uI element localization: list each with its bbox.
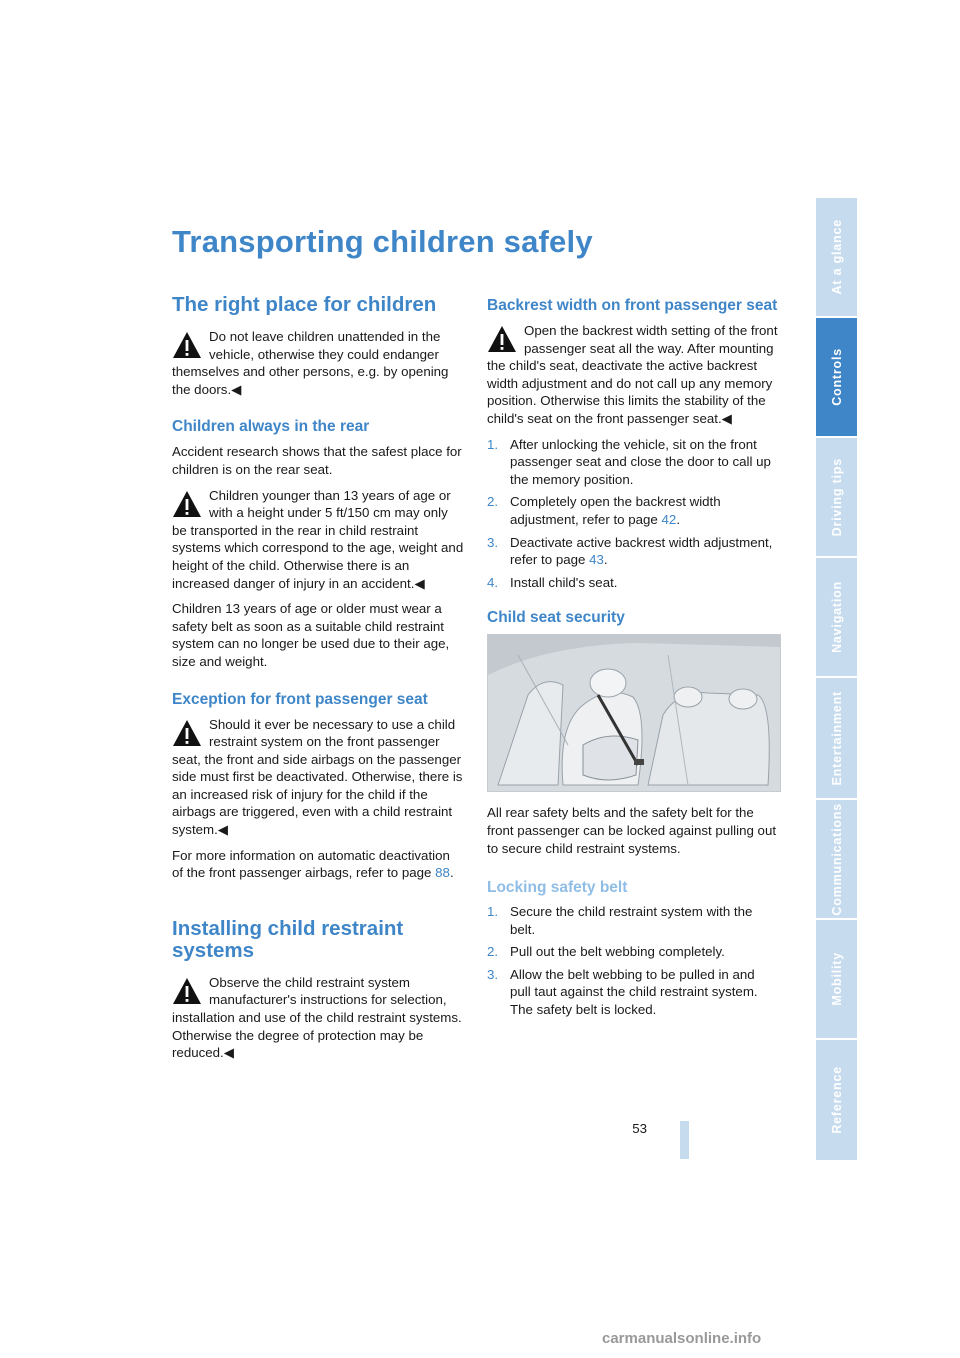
page-number: 53 bbox=[632, 1121, 647, 1136]
subheading-children-rear: Children always in the rear bbox=[172, 418, 370, 436]
warning-triangle-icon bbox=[172, 490, 202, 518]
warning-text: Should it ever be necessary to use a child restraint system on the front passenger seat, the front and side airbags on the passenger side must first be deactivated. Otherwise, there is an increased risk of injury for the child if the airbags are triggered, even with a child restraint system.◀ bbox=[172, 716, 463, 838]
warning-triangle-icon bbox=[172, 719, 202, 747]
warning-manufacturer bbox=[172, 974, 464, 1062]
chapter-tabs bbox=[816, 198, 857, 1160]
list-item: 1. After unlocking the vehicle, sit on the front passenger seat and close the door to call up the memory position. bbox=[487, 436, 771, 487]
warning-text: Open the backrest width setting of the front passenger seat all the way. After mounting the child's seat, deactivate the active backrest width adjustment and do not call up any memory position. Otherwise this limits the stability of the child's seat on the front passenger seat.◀ bbox=[487, 323, 778, 426]
warning-triangle-icon bbox=[172, 331, 202, 359]
warning-triangle-icon bbox=[172, 977, 202, 1005]
tab-reference[interactable]: Reference bbox=[829, 1066, 844, 1134]
steps-locking bbox=[487, 903, 779, 1019]
paragraph: Accident research shows that the safest place for children is on the rear seat. bbox=[172, 444, 462, 477]
warning-backrest bbox=[487, 322, 779, 428]
page-number-bar bbox=[680, 1121, 689, 1159]
footer-watermark: carmanualsonline.info bbox=[602, 1330, 762, 1347]
subheading-locking-belt: Locking safety belt bbox=[487, 879, 628, 897]
left-column bbox=[172, 294, 464, 1070]
steps-backrest bbox=[487, 436, 779, 592]
warning-triangle-icon bbox=[487, 325, 517, 353]
section-title-right-place: The right place for children bbox=[172, 293, 437, 316]
right-column bbox=[487, 294, 779, 1027]
list-item: 3. Deactivate active backrest width adjustment, refer to page 43. bbox=[487, 534, 773, 568]
paragraph: Children 13 years of age or older must wear a safety belt as soon as a suitable child restraint system can no longer be used due to their age, size and weight. bbox=[172, 601, 450, 669]
page-link-88[interactable]: 88 bbox=[435, 865, 450, 881]
tab-at-a-glance[interactable]: At a glance bbox=[829, 219, 844, 295]
paragraph-airbag-deactivation: For more information on automatic deactivation of the front passenger airbags, refer to page 88. bbox=[172, 847, 454, 881]
warning-text: Do not leave children unattended in the vehicle, otherwise they could endanger themselves and other persons, e.g. by opening the doors.◀ bbox=[172, 329, 449, 397]
list-item: 4. Install child's seat. bbox=[487, 574, 618, 590]
warning-unattended bbox=[172, 328, 464, 398]
warning-text: Children younger than 13 years of age or with a height under 5 ft/150 cm may only be transported in the rear in child restraint systems which correspond to the age, weight and height of the child. Otherwise there is an increased danger of injury in an accident.◀ bbox=[172, 487, 464, 591]
page-title: Transporting children safely bbox=[172, 224, 593, 259]
paragraph: All rear safety belts and the safety belt for the front passenger can be locked against pulling out to secure child restraint systems. bbox=[487, 805, 777, 856]
section-title-installing: Installing child restraint systems bbox=[172, 916, 404, 962]
tab-mobility[interactable]: Mobility bbox=[829, 952, 844, 1006]
subheading-exception-front: Exception for front passenger seat bbox=[172, 690, 428, 708]
tab-entertainment[interactable]: Entertainment bbox=[829, 690, 844, 786]
car-interior-drawing bbox=[488, 635, 780, 791]
list-item: 3. Allow the belt webbing to be pulled in and pull taut against the child restraint system. The safety belt is locked. bbox=[487, 966, 758, 1018]
subheading-backrest-width: Backrest width on front passenger seat bbox=[487, 297, 778, 314]
tab-controls[interactable]: Controls bbox=[816, 318, 857, 436]
page-link-43[interactable]: 43 bbox=[589, 552, 604, 568]
subheading-child-seat-security: Child seat security bbox=[487, 609, 625, 627]
warning-text: Observe the child restraint system manufacturer's instructions for selection, installation and use of the child restraint systems. Otherwise the degree of protection may be reduced.◀ bbox=[172, 974, 462, 1061]
list-item: 2. Pull out the belt webbing completely. bbox=[487, 944, 725, 960]
child-seat-illustration bbox=[487, 634, 781, 792]
list-item: 1. Secure the child restraint system with the belt. bbox=[487, 904, 753, 937]
tab-driving-tips[interactable]: Driving tips bbox=[829, 457, 844, 537]
tab-navigation[interactable]: Navigation bbox=[829, 581, 844, 653]
warning-front-passenger bbox=[172, 716, 464, 839]
warning-age-height bbox=[172, 487, 464, 593]
page-link-42[interactable]: 42 bbox=[661, 511, 677, 527]
tab-communications[interactable]: Communications bbox=[829, 802, 844, 916]
list-item: 2. Completely open the backrest width adjustment, refer to page 42. bbox=[487, 494, 721, 527]
